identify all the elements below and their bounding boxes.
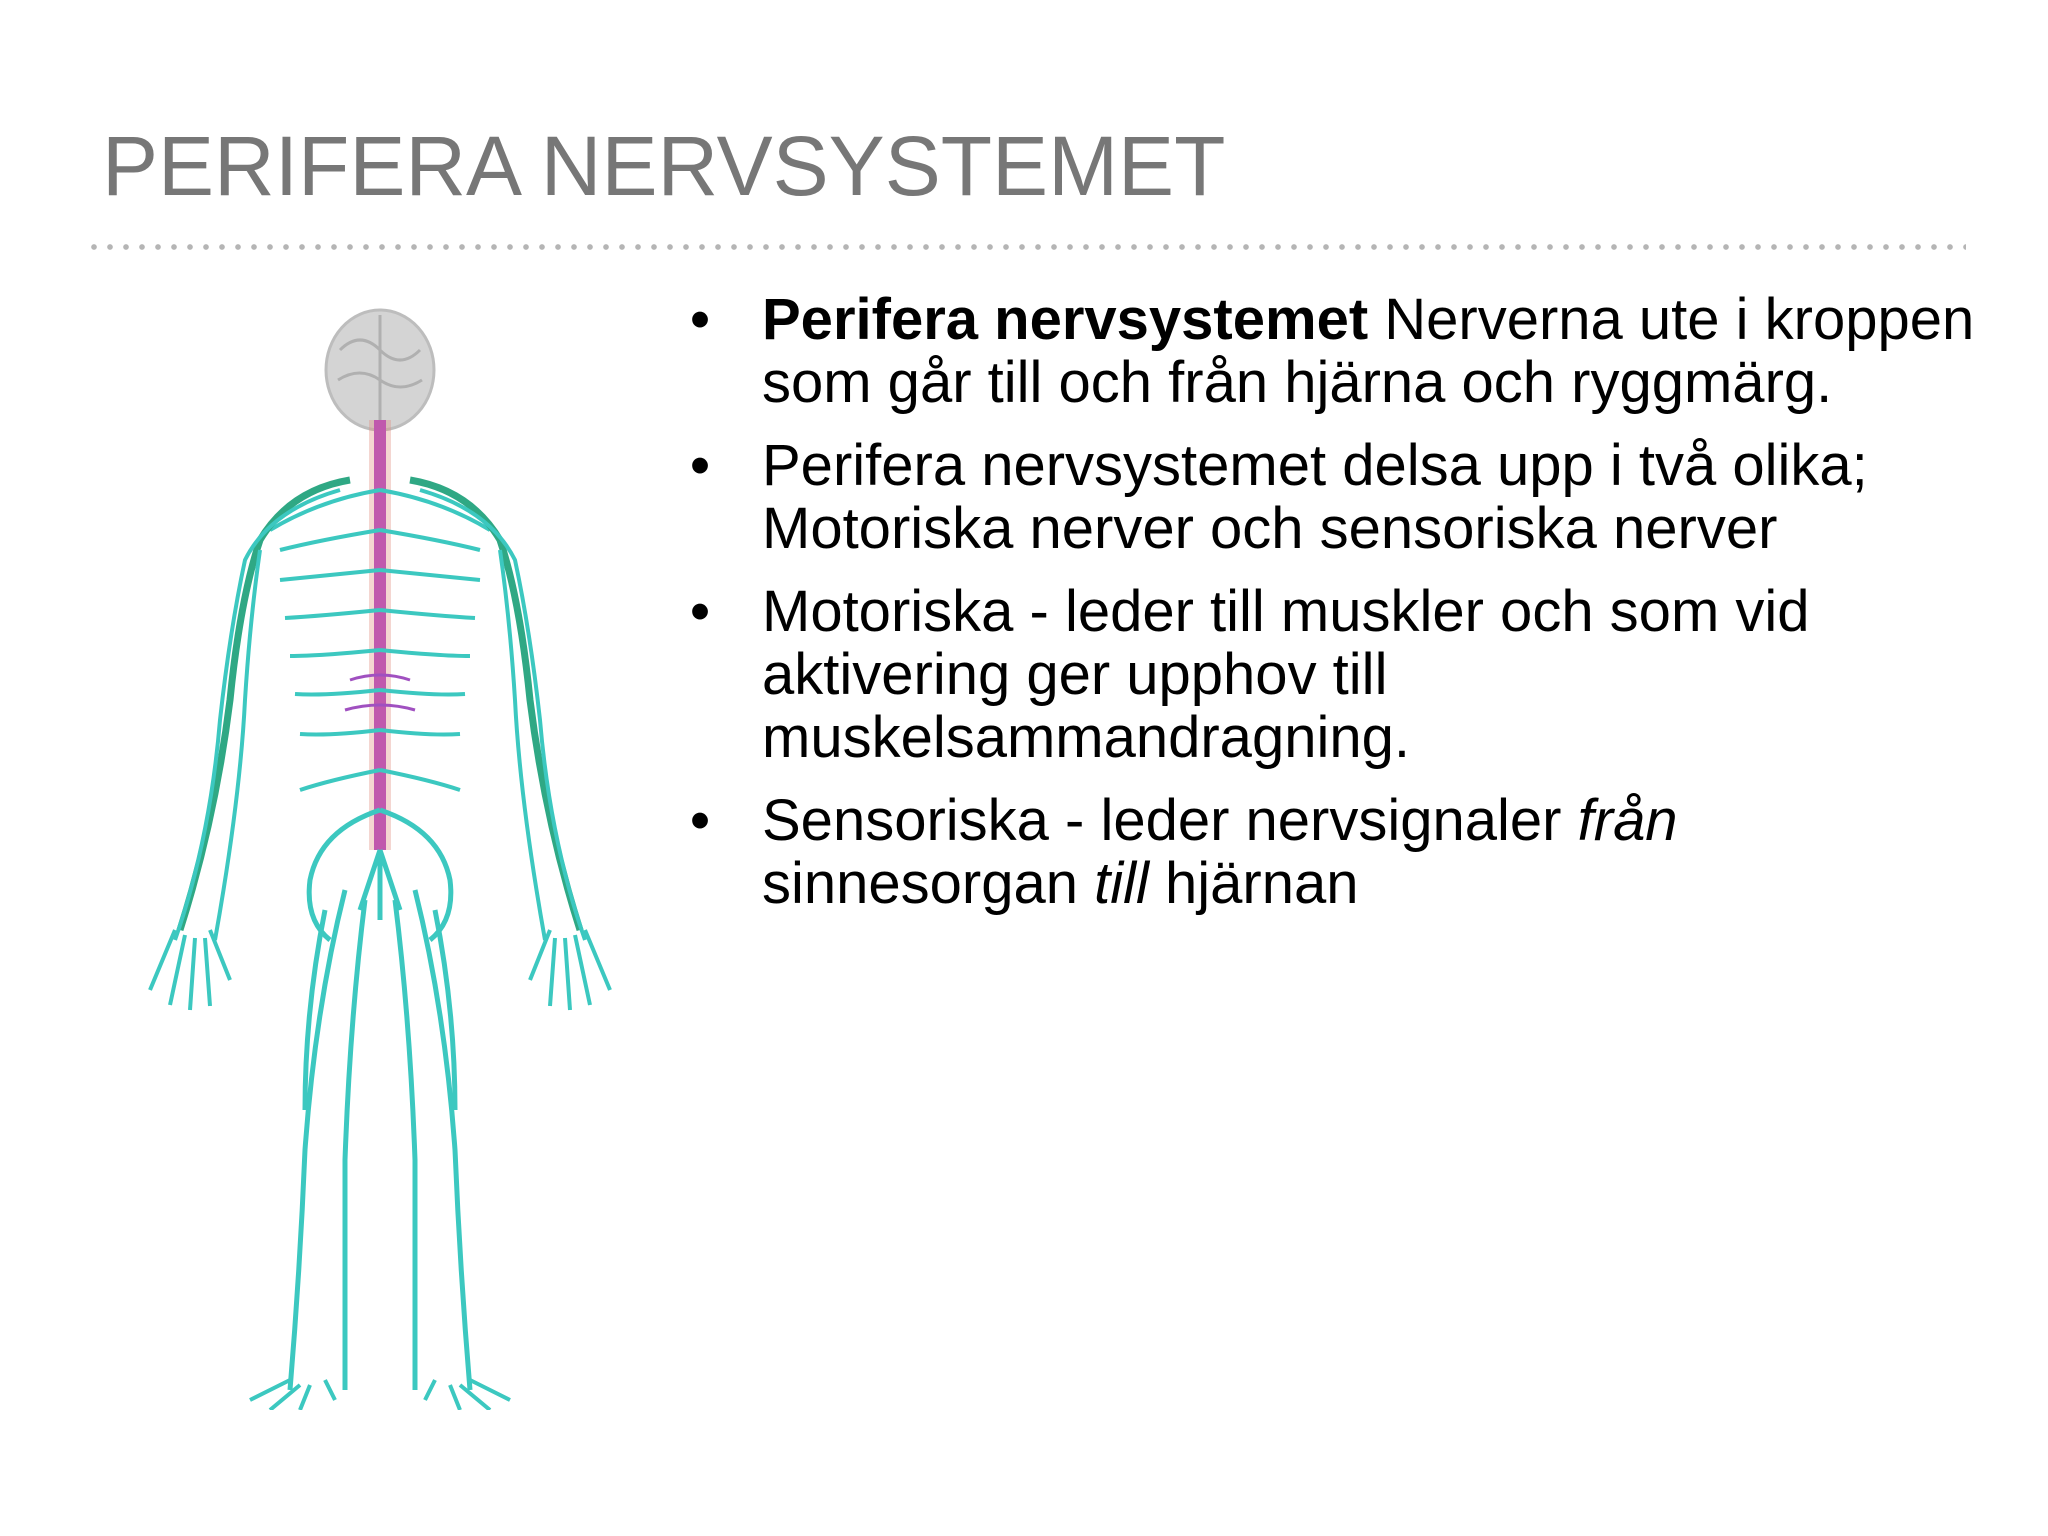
bullet-text: hjärnan [1148,851,1359,916]
list-item [680,789,1980,915]
list-item [680,288,1980,414]
bullet-marker: • [689,433,711,498]
bullet-text: Perifera nervsystemet delsa upp i två olika; Motoriska nerver och sensoriska nerver [762,433,1868,561]
bullet-list [680,288,1980,935]
human-nervous-system-icon [110,290,670,1410]
bullet-marker: • [689,287,711,352]
bullet-italic-word: från [1577,788,1678,853]
bullet-text: Motoriska - leder till muskler och som vid aktivering ger upphov till muskelsammandragning. [762,579,1810,770]
bullet-italic-word: till [1094,851,1149,916]
list-item [680,434,1980,560]
leg-nerves [290,890,470,1390]
bullet-bold-term: Perifera nervsystemet [762,287,1369,352]
slide-title: PERIFERA NERVSYSTEMET [102,119,1226,213]
nervous-system-illustration [110,290,670,1410]
bullet-marker: • [689,579,711,644]
bullet-text: sinnesorgan [762,851,1095,916]
bullet-marker: • [689,788,711,853]
bullet-text: Sensoriska - leder nervsignaler [762,788,1578,853]
hand-nerves [150,930,610,1010]
list-item [680,580,1980,769]
dotted-divider [86,244,1966,250]
bullet-text: Nerverna ute i kroppen som går till och från hjärna och ryggmärg. [762,287,1975,415]
